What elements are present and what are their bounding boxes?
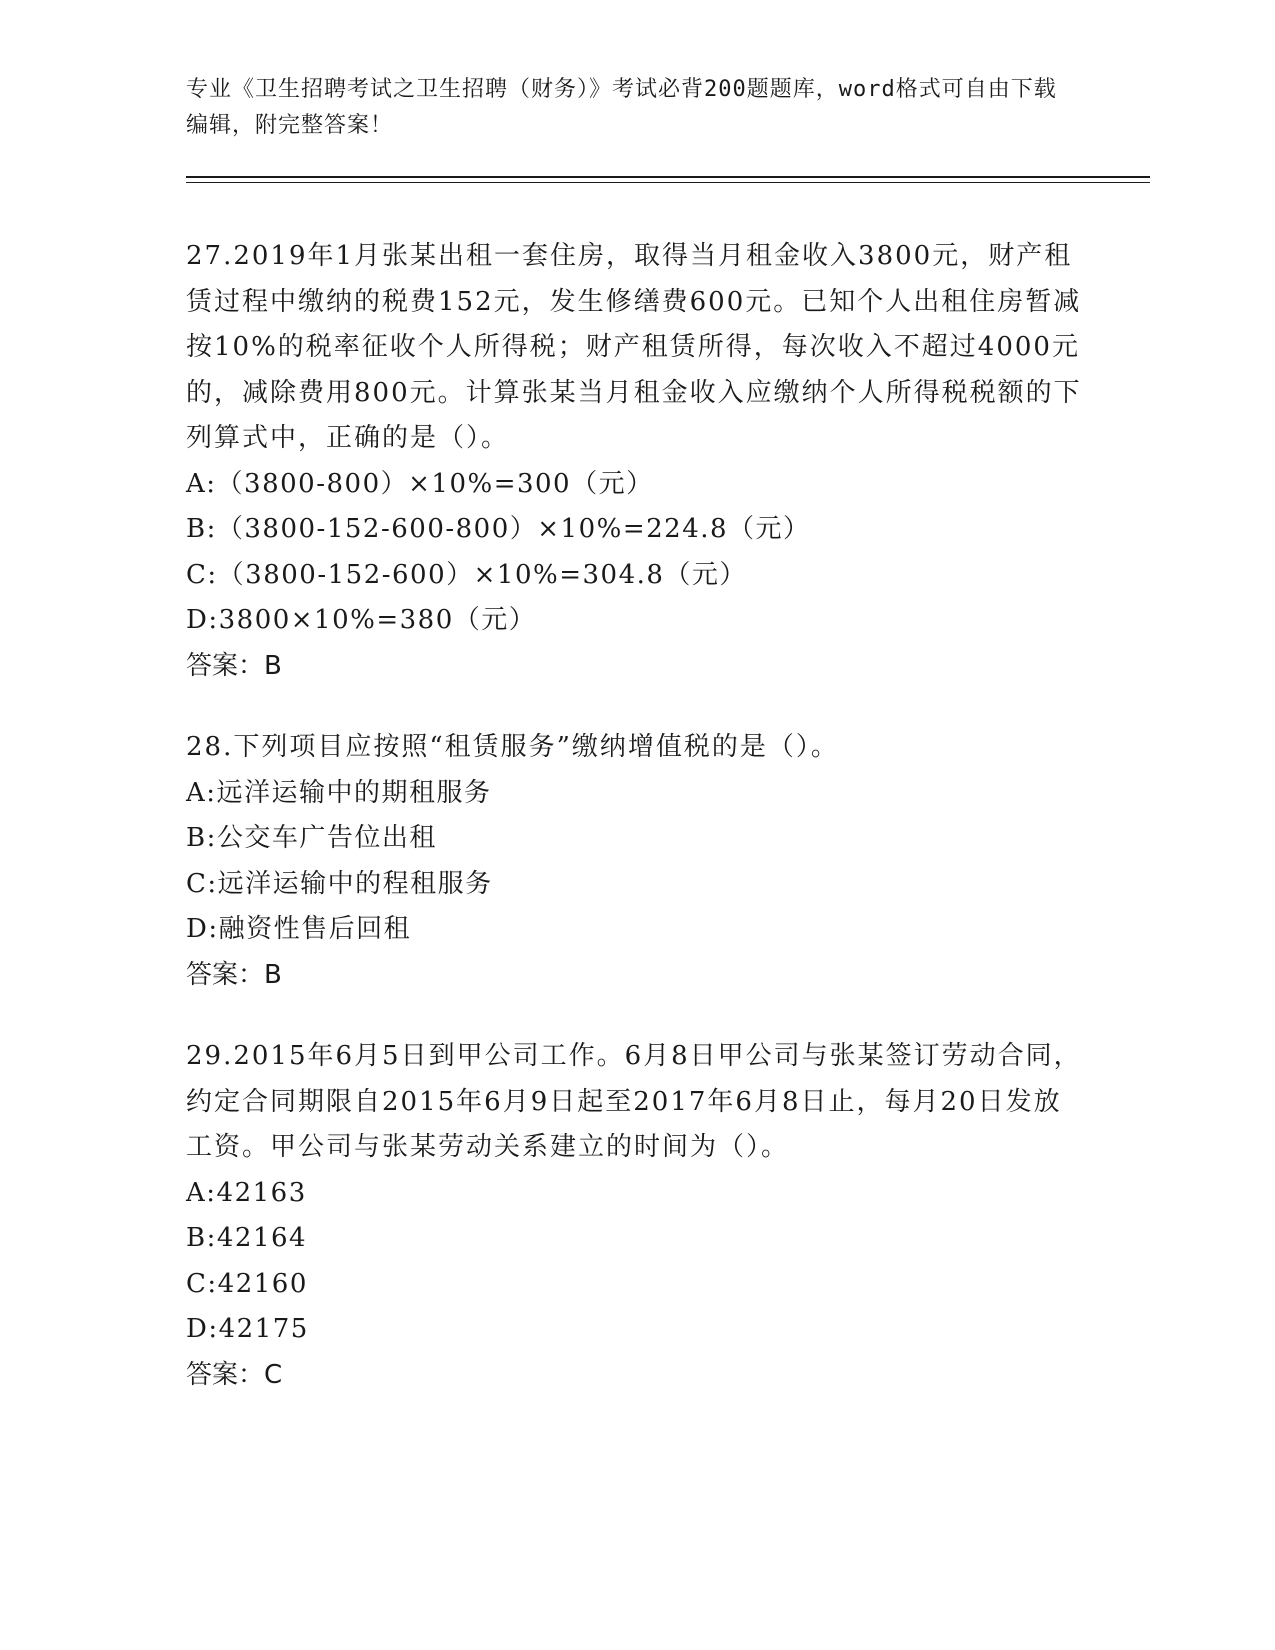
option-d: D:融资性售后回租	[186, 914, 412, 944]
option-c: C:（3800-152-600）×10%=304.8（元）	[186, 559, 747, 590]
option-d: D:42175	[186, 1314, 309, 1344]
question-list	[186, 234, 1086, 1434]
document-intro: 专业《卫生招聘考试之卫生招聘（财务）》考试必背200题题库，word格式可自由下载编辑，附完整答案！	[186, 77, 1057, 138]
option-c: C:42160	[186, 1268, 308, 1299]
answer-line: 答案：C	[186, 1359, 283, 1390]
option-a: A:（3800-800）×10%=300（元）	[186, 468, 654, 499]
option-b: B:（3800-152-600-800）×10%=224.8（元）	[186, 514, 811, 544]
question-stem: 29.2015年6月5日到甲公司工作。6月8日甲公司与张某签订劳动合同，约定合同期限自2015年6月9日起至2017年6月8日止，每月20日发放工资。甲公司与张某劳动关系建立的时间为（）。	[186, 1041, 1082, 1162]
question-stem: 28.下列项目应按照“租赁服务”缴纳增值税的是（）。	[186, 732, 839, 762]
question-29	[186, 1034, 1086, 1398]
header-divider-thin	[186, 182, 1150, 183]
answer-line: 答案：B	[186, 650, 282, 681]
option-b: B:公交车广告位出租	[186, 823, 437, 853]
option-b: B:42164	[186, 1223, 308, 1253]
option-c: C:远洋运输中的程租服务	[186, 868, 493, 899]
option-a: A:42163	[186, 1177, 307, 1208]
question-stem: 27.2019年1月张某出租一套住房，取得当月租金收入3800元，财产租赁过程中缴纳的税费152元，发生修缮费600元。已知个人出租住房暂减按10%的税率征收个人所得税；财产租赁所得，每次收入不超过4000元的，减除费用800元。计算张某当月租金收入应缴纳个人所得税税额的下列算式中，正确的是（）。	[186, 241, 1082, 453]
option-d: D:3800×10%=380（元）	[186, 605, 537, 635]
header-divider-thick	[186, 176, 1150, 178]
answer-line: 答案：B	[186, 959, 282, 990]
question-28	[186, 725, 1086, 998]
option-a: A:远洋运输中的期租服务	[186, 777, 492, 808]
question-27	[186, 234, 1086, 689]
